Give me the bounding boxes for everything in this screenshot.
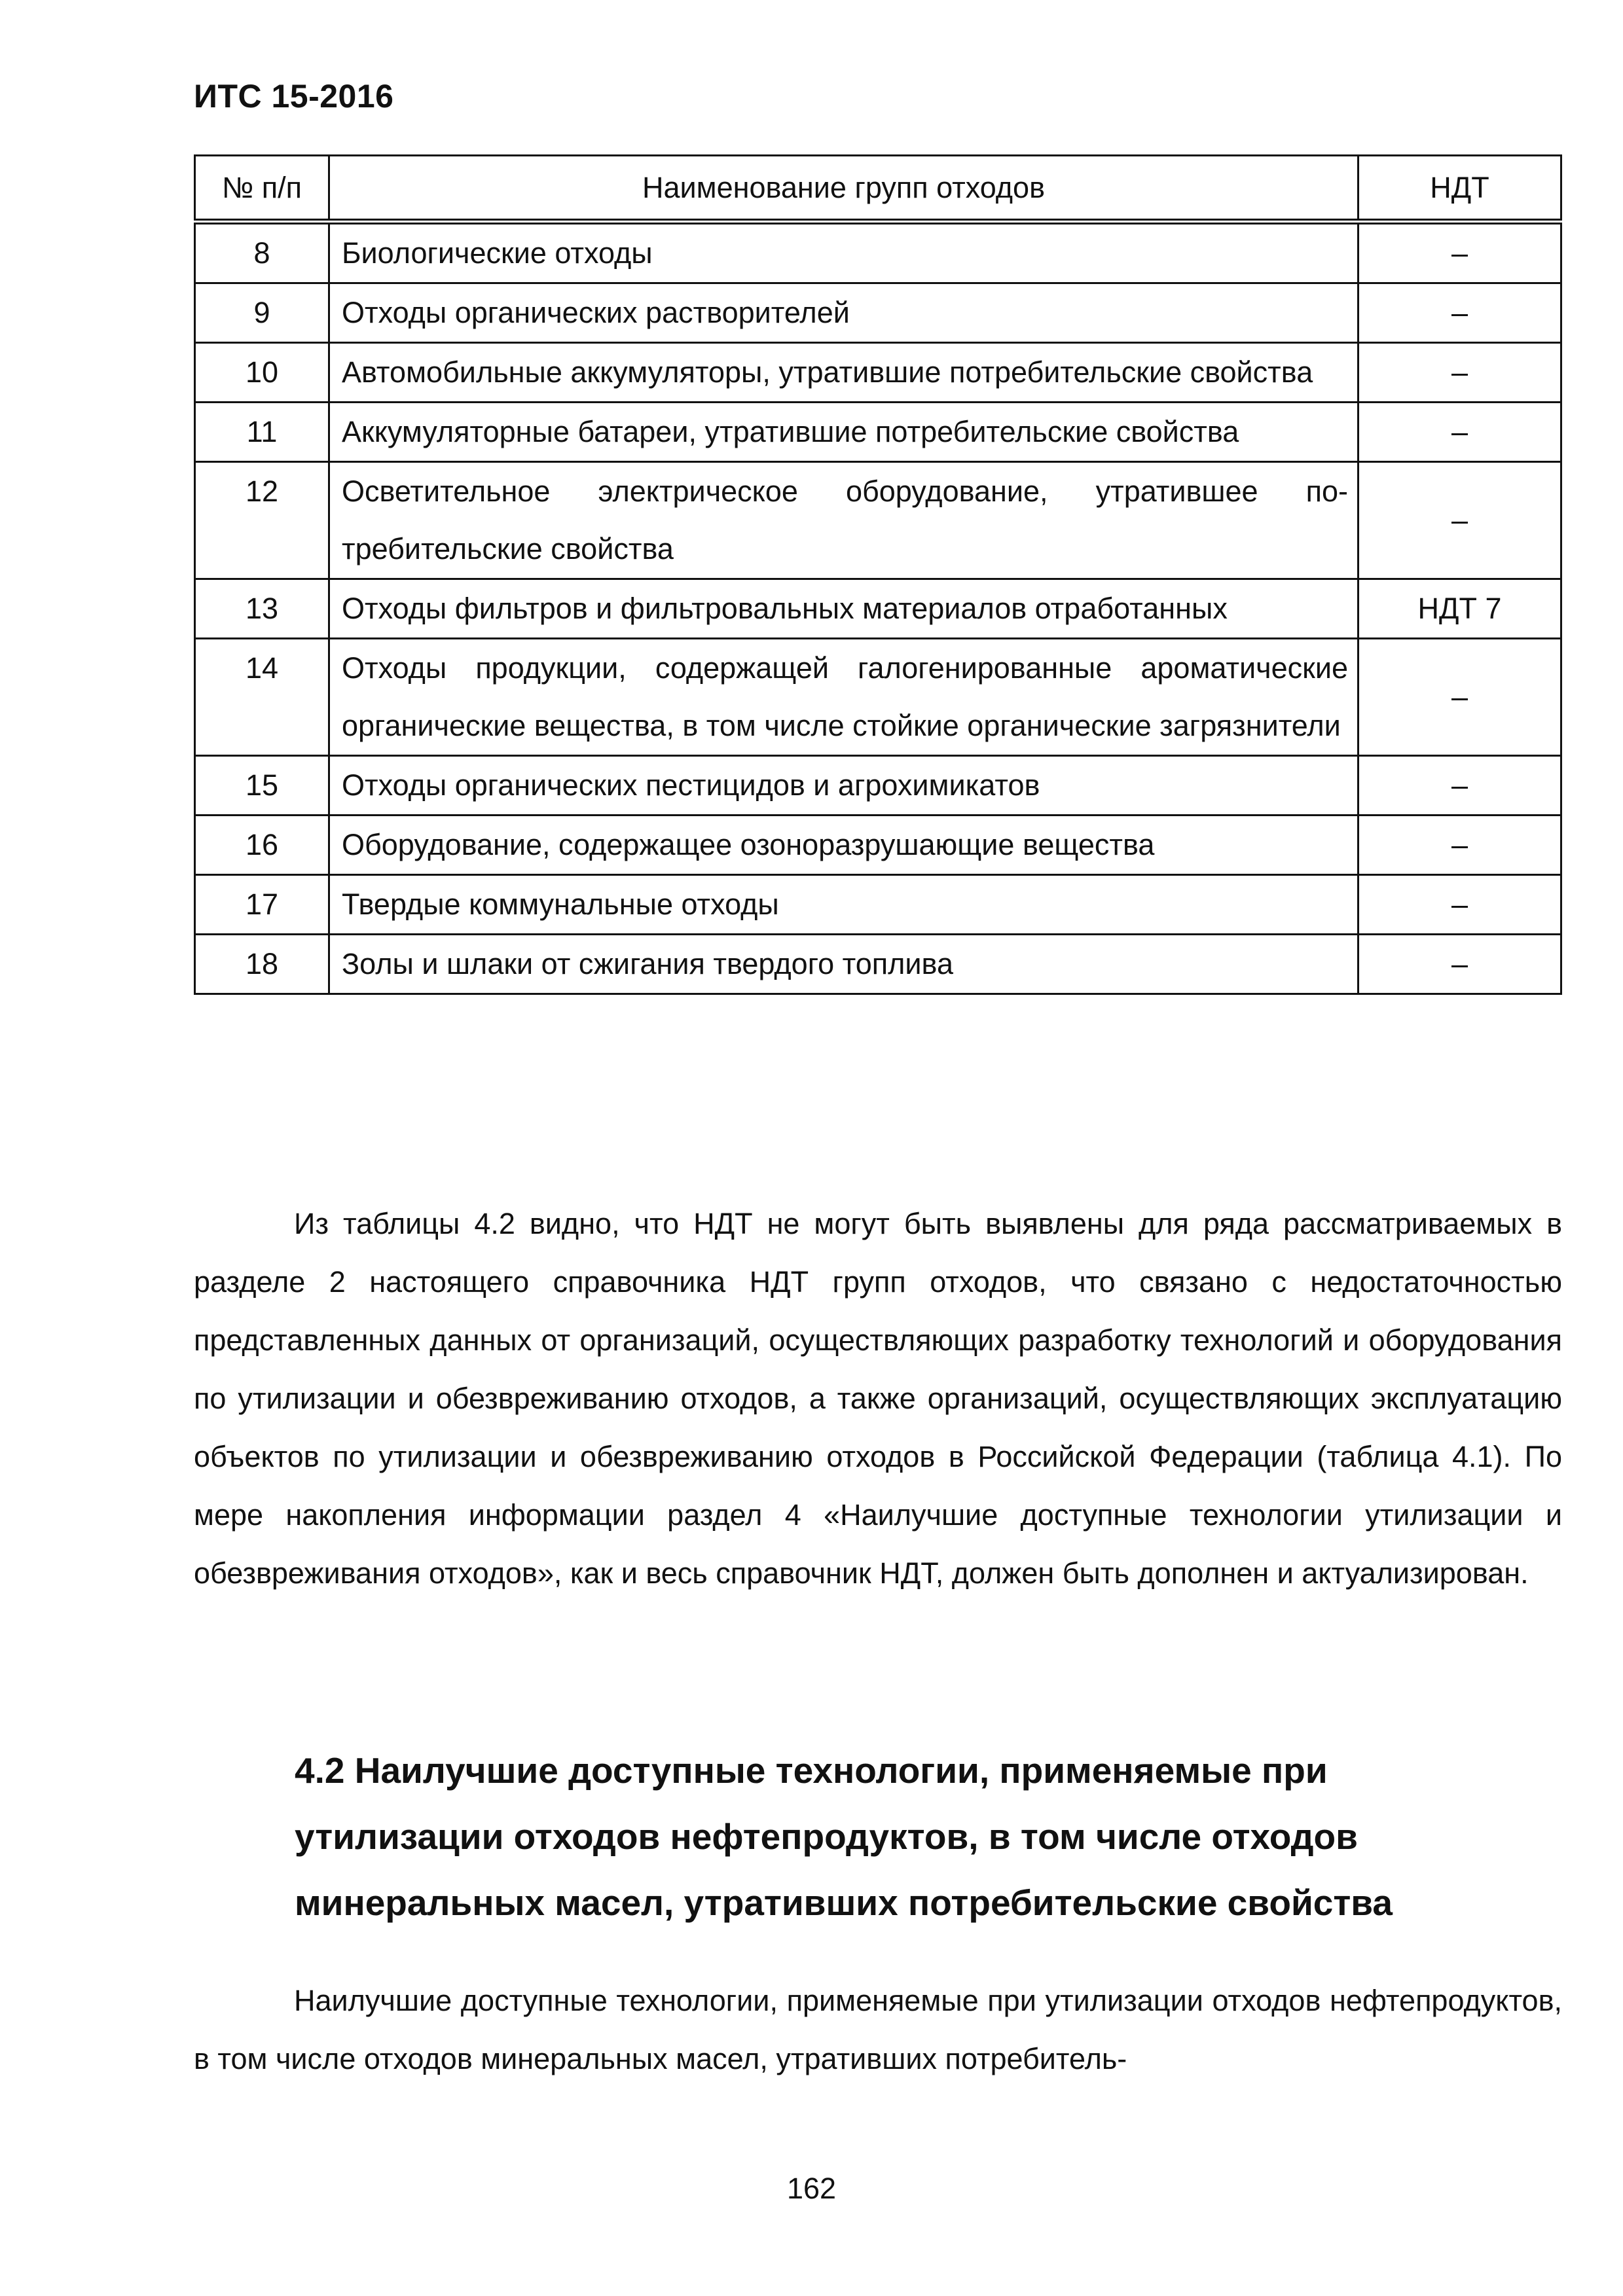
- table-row: [195, 756, 1561, 816]
- table-row: [195, 639, 1561, 756]
- row-bat: –: [1359, 283, 1561, 343]
- table-row: [195, 462, 1561, 579]
- row-waste-group: Биологические отходы: [329, 222, 1359, 283]
- row-number: 17: [195, 875, 329, 935]
- row-bat: –: [1359, 935, 1561, 994]
- row-waste-group: Аккумуляторные батареи, утратившие потребительские свойства: [329, 403, 1359, 462]
- row-bat: –: [1359, 222, 1561, 283]
- column-header-bat: НДТ: [1359, 156, 1561, 222]
- row-number: 13: [195, 579, 329, 639]
- row-waste-group: Отходы органических пестицидов и агрохимикатов: [329, 756, 1359, 816]
- body-paragraph: Из таблицы 4.2 видно, что НДТ не могут быть выявлены для ряда рассматриваемых в разделе 2 настоящего справочника НДТ групп отходов, что связано с недостаточностью представленных данных от организаций, осуществляющих разработку технологий и оборудования по утилизации и обезвреживанию отходов, а также организаций, осуществляющих эксплуатацию объектов по утилизации и обезвреживанию отходов в Российской Федерации (таблица 4.1). По мере накопления информации раздел 4 «Наилучшие доступные технологии утилизации и обезвреживания отходов», как и весь справочник НДТ, должен быть дополнен и актуализирован.: [194, 1207, 1562, 1590]
- waste-groups-table: [194, 154, 1562, 995]
- column-header-number: № п/п: [195, 156, 329, 222]
- row-number: 16: [195, 816, 329, 875]
- column-header-name: Наименование групп отходов: [329, 156, 1359, 222]
- row-waste-group: Отходы продукции, содержащей галогенированные ароматические органические вещества, в том числе стойкие органические загрязнители: [329, 639, 1359, 756]
- row-number: 12: [195, 462, 329, 579]
- table-row: [195, 816, 1561, 875]
- row-number: 9: [195, 283, 329, 343]
- row-waste-group: Автомобильные аккумуляторы, утратившие потребительские свойства: [329, 343, 1359, 403]
- row-number: 8: [195, 222, 329, 283]
- table-header-row: [195, 156, 1561, 222]
- row-waste-group: Осветительное электрическое оборудование, утратившее потребительские свойства: [329, 462, 1359, 579]
- row-bat: НДТ 7: [1359, 579, 1561, 639]
- section-heading: 4.2 Наилучшие доступные технологии, применяемые при утилизации отходов нефтепродуктов, в том числе отходов минеральных масел, утративших потребительские свойства: [295, 1750, 1393, 1923]
- table-row: [195, 875, 1561, 935]
- row-bat: –: [1359, 875, 1561, 935]
- page-number: 162: [786, 2172, 837, 2205]
- row-waste-group: Отходы фильтров и фильтровальных материалов отработанных: [329, 579, 1359, 639]
- row-bat: –: [1359, 756, 1561, 816]
- body-paragraph-continued: Наилучшие доступные технологии, применяемые при утилизации отходов нефтепродуктов, в том числе отходов минеральных масел, утративших потребитель-: [194, 1984, 1562, 2075]
- row-waste-group: Золы и шлаки от сжигания твердого топлива: [329, 935, 1359, 994]
- row-bat: –: [1359, 403, 1561, 462]
- row-number: 15: [195, 756, 329, 816]
- table-row: [195, 579, 1561, 639]
- table-row: [195, 343, 1561, 403]
- row-number: 18: [195, 935, 329, 994]
- row-bat: –: [1359, 462, 1561, 579]
- table-row: [195, 935, 1561, 994]
- row-waste-group: Отходы органических растворителей: [329, 283, 1359, 343]
- row-bat: –: [1359, 816, 1561, 875]
- row-number: 14: [195, 639, 329, 756]
- table-row: [195, 283, 1561, 343]
- row-waste-group: Твердые коммунальные отходы: [329, 875, 1359, 935]
- row-number: 10: [195, 343, 329, 403]
- row-bat: –: [1359, 343, 1561, 403]
- table-row: [195, 403, 1561, 462]
- document-code: ИТС 15-2016: [194, 78, 394, 115]
- row-waste-group: Оборудование, содержащее озоноразрушающие вещества: [329, 816, 1359, 875]
- row-number: 11: [195, 403, 329, 462]
- row-bat: –: [1359, 639, 1561, 756]
- table-row: [195, 222, 1561, 283]
